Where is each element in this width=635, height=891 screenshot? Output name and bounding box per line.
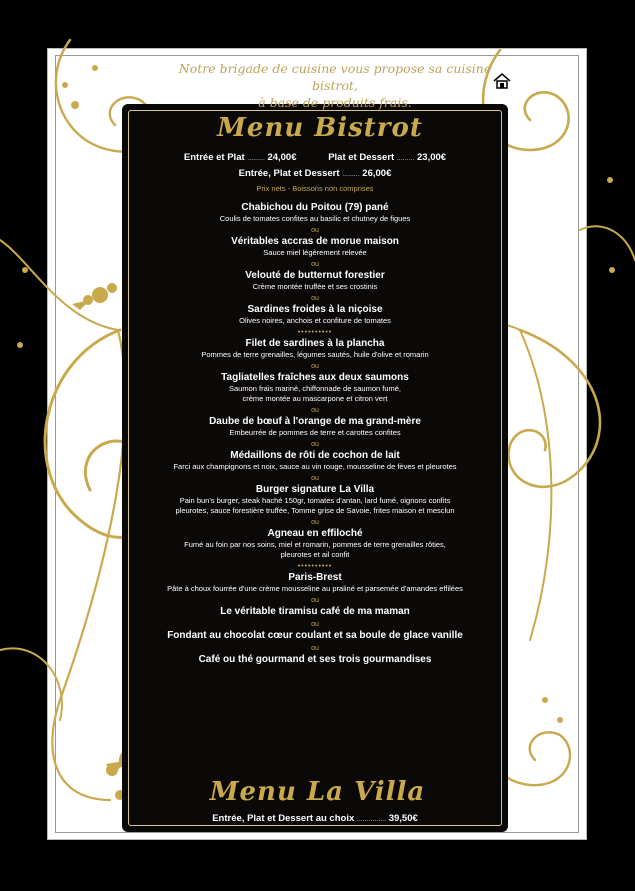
- dish-desc: Coulis de tomates confites au basilic et chutney de figues: [219, 214, 411, 223]
- price-row-2: [130, 166, 500, 182]
- dish-desc: pleurotes, sauce forestière truffée, Tomme grise de Savoie, frites maison et mesclun: [175, 506, 455, 515]
- dish-item: [130, 450, 500, 472]
- dish-desc: Crème montée truffée et ses crostinis: [252, 282, 378, 291]
- dish-desc: crème montée au mascarpone et citron vert: [242, 394, 388, 403]
- dish-name: Café ou thé gourmand et ses trois gourmandises: [198, 654, 432, 665]
- price-value: 24,00€: [267, 152, 297, 163]
- price-dots: ...............: [356, 816, 387, 823]
- dish-item: [130, 630, 500, 642]
- or-separator: ou: [311, 441, 319, 448]
- price-dots: .........: [247, 155, 265, 162]
- dish-desc: Pommes de terre grenailles, légumes sautés, huile d'olive et romarin: [201, 350, 429, 359]
- dish-name: Paris-Brest: [288, 572, 342, 583]
- or-separator: ou: [311, 407, 319, 414]
- dish-desc: Farci aux champignons et noix, sauce au vin rouge, mousseline de fèves et pleurotes: [173, 462, 457, 471]
- or-separator: ou: [311, 227, 319, 234]
- price-label: Entrée, Plat et Dessert: [238, 168, 340, 179]
- price-value: 26,00€: [362, 168, 392, 179]
- dish-item: [130, 416, 500, 438]
- dish-desc: Fumé au foin par nos soins, miel et romarin, pommes de terre grenailles rôties,: [184, 540, 446, 549]
- dish-item: [130, 236, 500, 258]
- dish-item: [130, 372, 500, 404]
- menu-bistrot-content: [130, 150, 500, 667]
- price-label: Entrée et Plat: [183, 152, 245, 163]
- dish-name: Velouté de butternut forestier: [245, 270, 385, 281]
- dish-name: Daube de bœuf à l'orange de ma grand-mère: [209, 416, 421, 427]
- section-separator: ••••••••••: [297, 329, 333, 336]
- dish-item: [130, 484, 500, 516]
- or-separator: ou: [311, 295, 319, 302]
- dish-name: Le véritable tiramisu café de ma maman: [220, 606, 410, 617]
- dish-name: Véritables accras de morue maison: [231, 236, 399, 247]
- or-separator: ou: [311, 261, 319, 268]
- price-value: 23,00€: [417, 152, 447, 163]
- price-dots: .........: [342, 171, 360, 178]
- tagline-line-1: Notre brigade de cuisine vous propose sa cuisine bistrot,: [178, 61, 492, 93]
- dish-item: [130, 304, 500, 326]
- dish-item: [130, 606, 500, 618]
- dish-item: [130, 202, 500, 224]
- section-separator: ••••••••••: [297, 563, 333, 570]
- tagline-line-2: à base de produits frais.: [258, 95, 412, 110]
- price-label: Entrée, Plat et Dessert au choix: [212, 813, 355, 824]
- dish-item: [130, 270, 500, 292]
- dish-item: [130, 528, 500, 560]
- dish-name: Médaillons de rôti de cochon de lait: [230, 450, 400, 461]
- dish-desc: Pain bun's burger, steak haché 150gr, tomates d'antan, lard fumé, oignons confits: [179, 496, 451, 505]
- dish-item: [130, 654, 500, 666]
- dish-desc: Olives noires, anchois et confiture de tomates: [239, 316, 391, 325]
- menu-bistrot-title: Menu Bistrot: [217, 113, 423, 143]
- or-separator: ou: [311, 621, 319, 628]
- dish-desc: Sauce miel légèrement relevée: [263, 248, 367, 257]
- dish-desc: Pâte à choux fourrée d'une crème mousseline au praliné et parsemée d'amandes effilées: [167, 584, 463, 593]
- or-separator: ou: [311, 363, 319, 370]
- dish-name: Fondant au chocolat cœur coulant et sa boule de glace vanille: [167, 630, 463, 641]
- dish-name: Chabichou du Poitou (79) pané: [241, 202, 389, 213]
- dish-name: Tagliatelles fraîches aux deux saumons: [221, 372, 409, 383]
- or-separator: ou: [311, 597, 319, 604]
- price-label: Plat et Dessert: [328, 152, 395, 163]
- prices-note: Prix nets - Boissons non comprises: [256, 184, 374, 193]
- dish-name: Agneau en effiloché: [267, 528, 363, 539]
- dish-item: [130, 338, 500, 360]
- price-row-1: [130, 150, 500, 166]
- price-dots: .........: [396, 155, 415, 162]
- dish-desc: Saumon frais mariné, chiffonnade de saumon fumé,: [228, 384, 402, 393]
- dish-name: Burger signature La Villa: [255, 484, 375, 495]
- or-separator: ou: [311, 645, 319, 652]
- villa-price-row: [130, 813, 500, 824]
- dish-item: [130, 572, 500, 594]
- or-separator: ou: [311, 519, 319, 526]
- tagline: [155, 60, 515, 111]
- dish-desc: Embeurrée de pommes de terre et carottes confites: [229, 428, 401, 437]
- price-value: 39,50€: [388, 813, 418, 824]
- dish-name: Filet de sardines à la plancha: [245, 338, 385, 349]
- or-separator: ou: [311, 475, 319, 482]
- dish-name: Sardines froides à la niçoise: [247, 304, 383, 315]
- menu-villa-title: Menu La Villa: [209, 777, 426, 807]
- dish-desc: pleurotes et ail confit: [280, 550, 350, 559]
